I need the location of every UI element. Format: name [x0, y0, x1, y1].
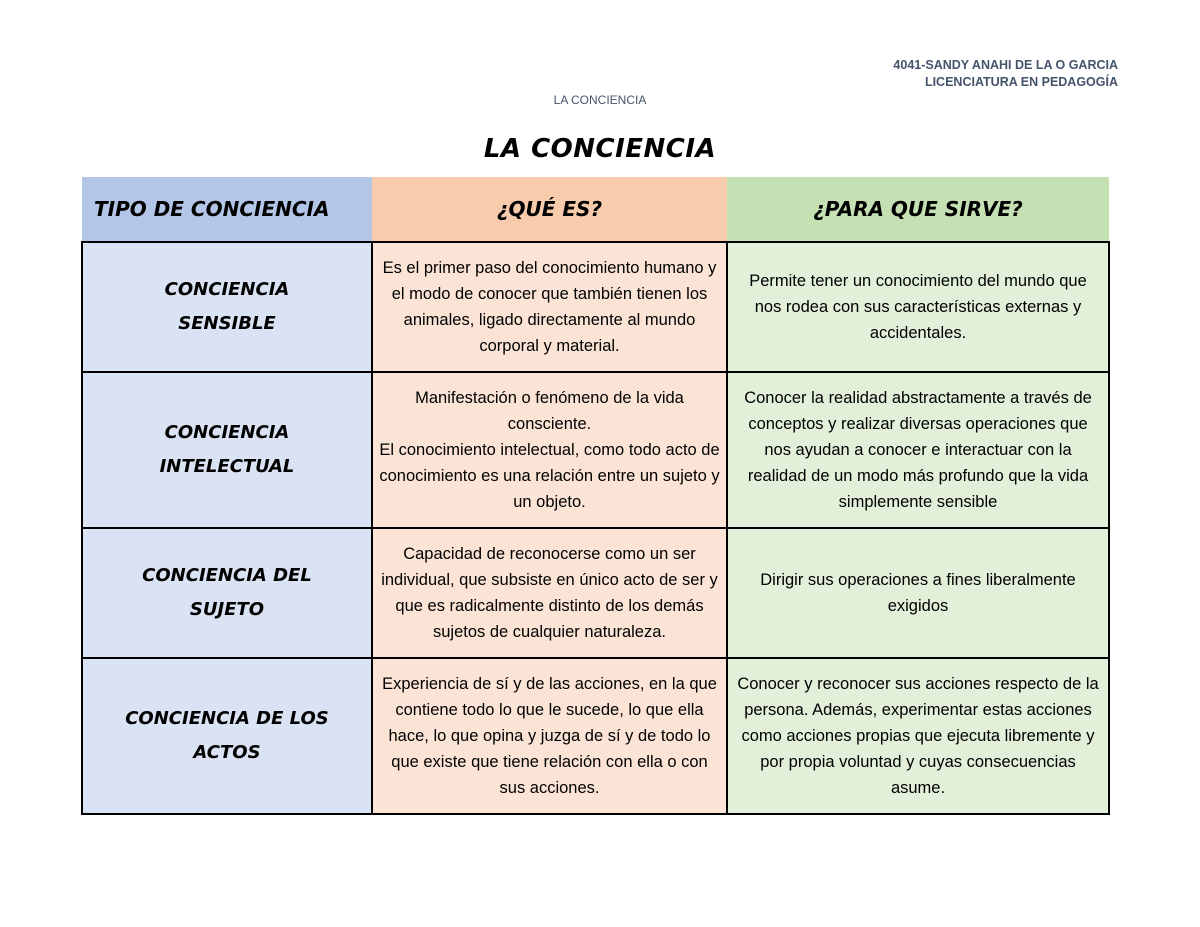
cell-what: Es el primer paso del conocimiento humano y el modo de conocer que también tienen los animales, ligado directamente al mundo corporal y material. — [372, 242, 727, 372]
page-title: LA CONCIENCIA — [483, 134, 717, 164]
cell-use: Dirigir sus operaciones a fines liberalmente exigidos — [727, 528, 1109, 658]
cell-type: CONCIENCIA DEL SUJETO — [82, 528, 372, 658]
cell-type: CONCIENCIA SENSIBLE — [82, 242, 372, 372]
cell-what — [372, 372, 727, 528]
author-name: 4041-SANDY ANAHI DE LA O GARCIA — [893, 58, 1118, 72]
cell-type: CONCIENCIA DE LOS ACTOS — [82, 658, 372, 814]
cell-what: Experiencia de sí y de las acciones, en la que contiene todo lo que le sucede, lo que ella hace, lo que opina y juzga de sí y de todo lo que existe que tiene relación con ella o con sus acciones. — [372, 658, 727, 814]
cell-what-line: Manifestación o fenómeno de la vida consciente. — [415, 389, 684, 433]
cell-what-line: El conocimiento intelectual, como todo acto de conocimiento es una relación entre un sujeto y un objeto. — [379, 441, 720, 511]
cell-use: Conocer y reconocer sus acciones respecto de la persona. Además, experimentar estas acciones como acciones propias que ejecuta libremente y por propia voluntad y cuyas consecuencias asume. — [727, 658, 1109, 814]
program-name: LICENCIATURA EN PEDAGOGÍA — [924, 75, 1118, 89]
column-header-what: ¿QUÉ ES? — [372, 177, 727, 242]
cell-type: CONCIENCIA INTELECTUAL — [82, 372, 372, 528]
column-header-use: ¿PARA QUE SIRVE? — [727, 177, 1109, 242]
document-header — [893, 57, 1118, 91]
table-row — [82, 242, 1109, 372]
cell-use: Conocer la realidad abstractamente a través de conceptos y realizar diversas operaciones que nos ayudan a conocer e interactuar con la realidad de un modo más profundo que la vida simplemente sensible — [727, 372, 1109, 528]
table-row — [82, 528, 1109, 658]
cell-what: Capacidad de reconocerse como un ser individual, que subsiste en único acto de ser y que es radicalmente distinto de los demás sujetos de cualquier naturaleza. — [372, 528, 727, 658]
running-title: LA CONCIENCIA — [553, 93, 647, 107]
cell-use: Permite tener un conocimiento del mundo que nos rodea con sus características externas y accidentales. — [727, 242, 1109, 372]
conciencia-table — [81, 177, 1110, 815]
table-row — [82, 658, 1109, 814]
table-header-row — [82, 177, 1109, 242]
column-header-type: TIPO DE CONCIENCIA — [82, 177, 372, 242]
table-row — [82, 372, 1109, 528]
